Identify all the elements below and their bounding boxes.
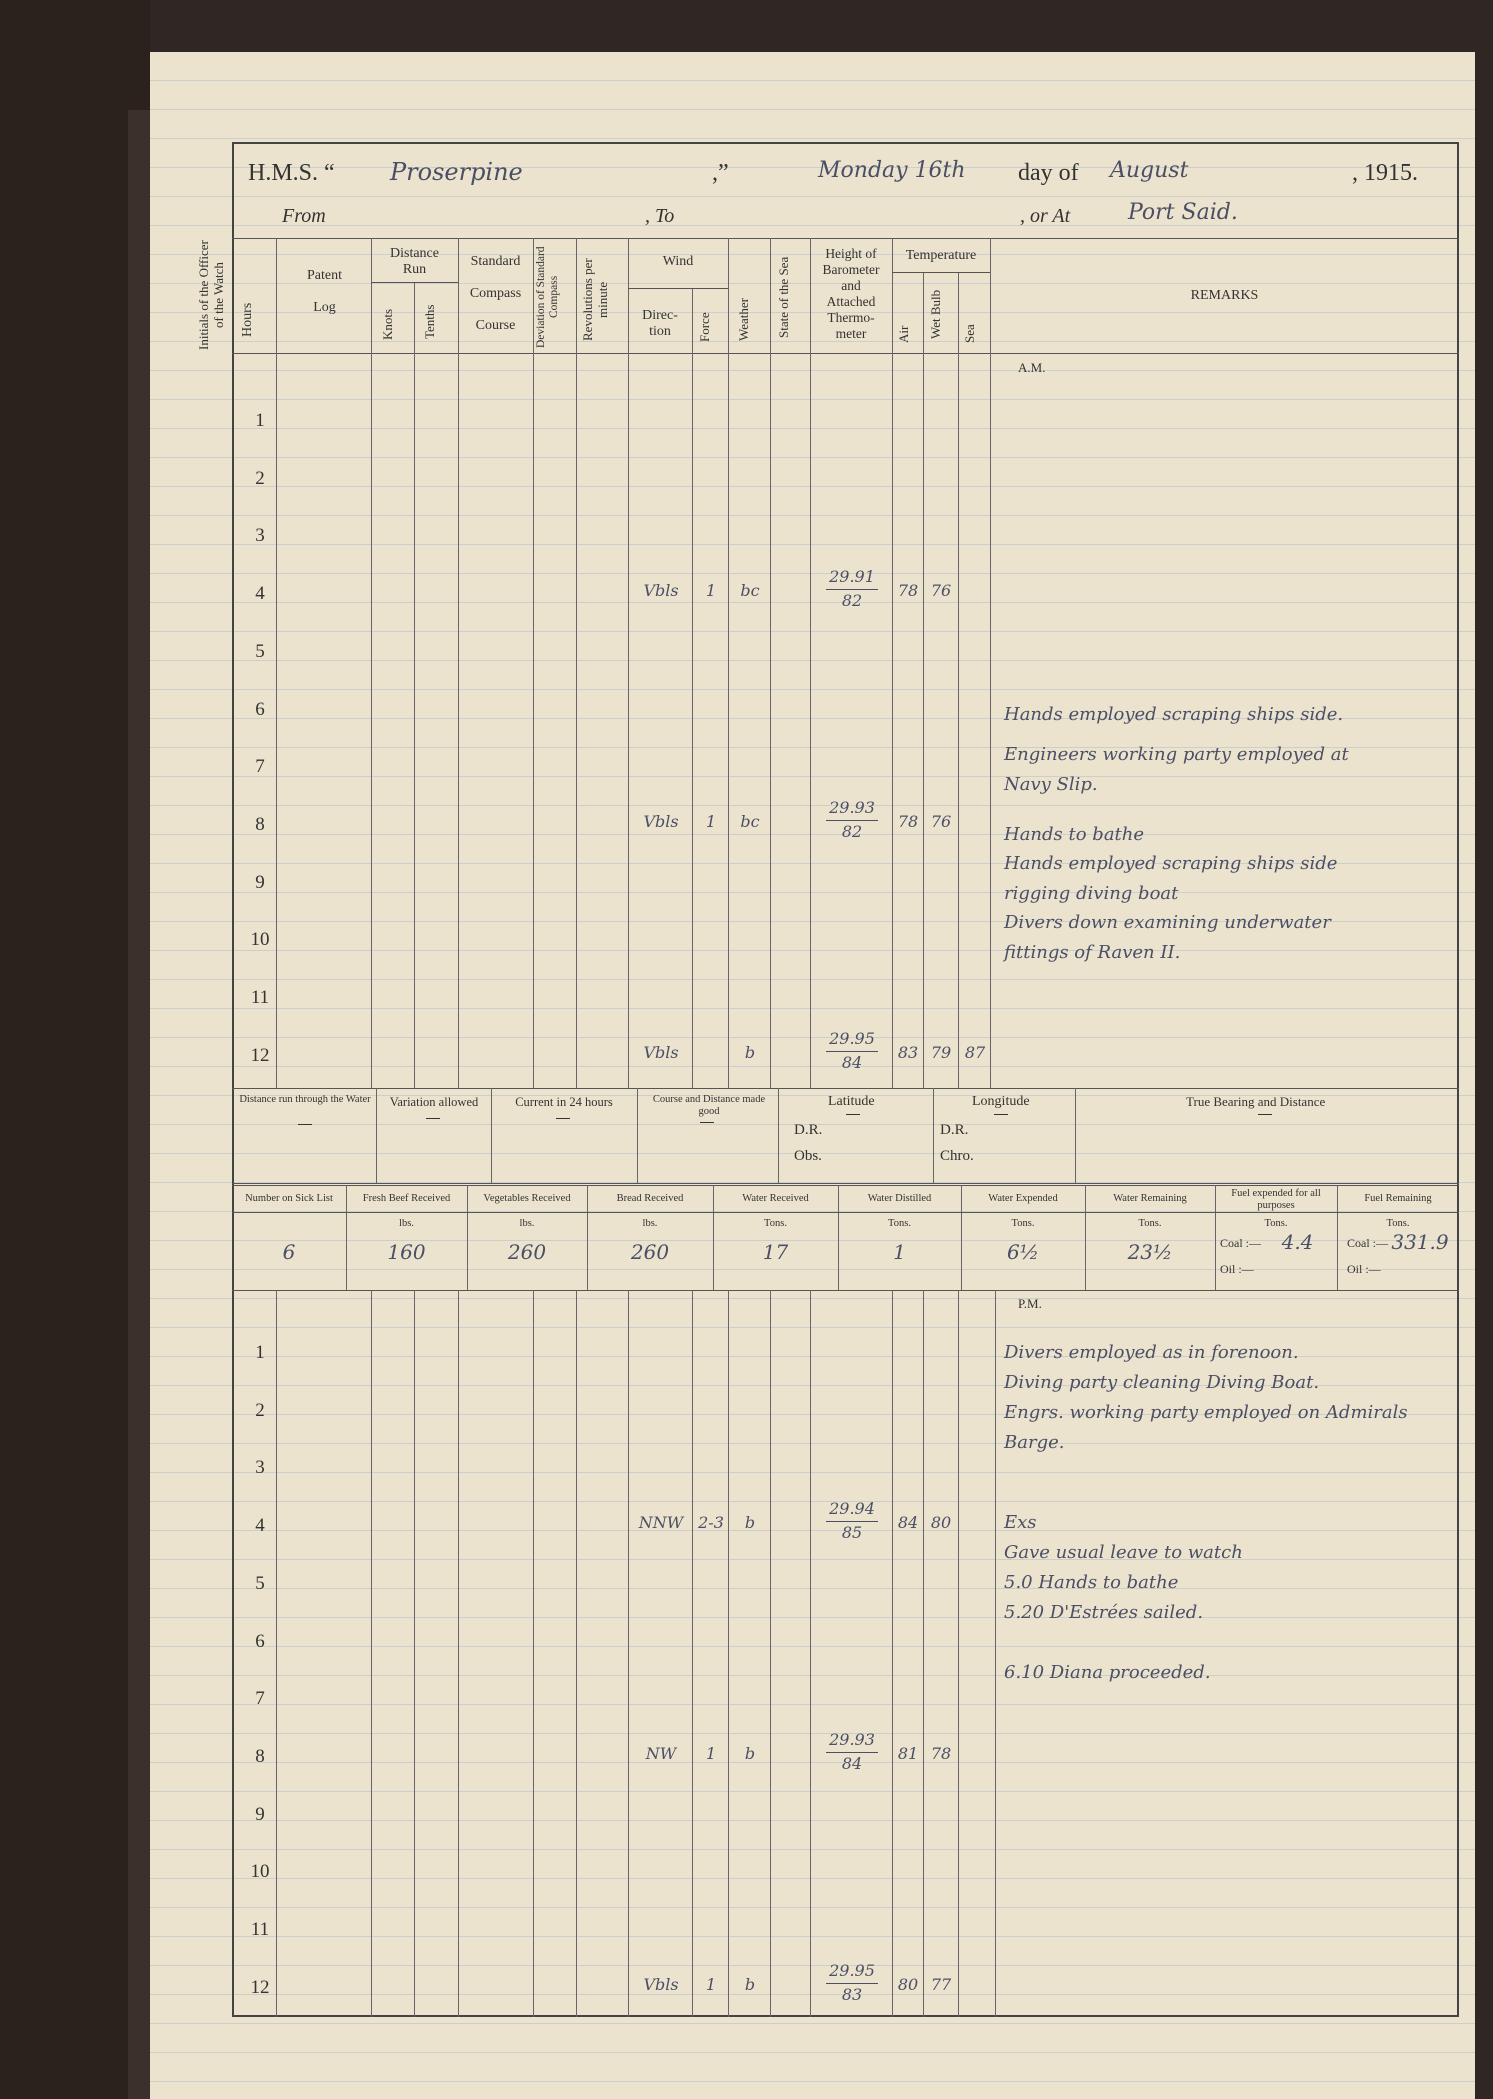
tion-label: tion <box>649 324 671 339</box>
supply-header: Vegetables Received <box>483 1193 571 1204</box>
barometer-line6: meter <box>835 326 867 341</box>
weather-code: b <box>744 1513 756 1532</box>
supply-header: Fuel Remaining <box>1364 1193 1432 1204</box>
wind-direction: NNW <box>638 1513 684 1532</box>
temp-air: 81 <box>897 1744 919 1763</box>
pm-hour-number: 1 <box>255 1342 265 1363</box>
wind-force: 1 <box>705 1744 717 1763</box>
dash <box>994 1114 1008 1115</box>
col-line <box>692 288 693 1088</box>
state-of-sea-header: State of the Sea <box>776 256 791 338</box>
am-label: A.M. <box>1018 360 1046 375</box>
barometer-reading: 29.91 <box>829 567 875 586</box>
barometer-line3: and <box>841 278 861 293</box>
col-line <box>576 238 577 1088</box>
supply-col-line <box>346 1185 347 1290</box>
pm-hour-number: 9 <box>255 1804 265 1825</box>
col-line <box>892 1290 893 2017</box>
pm-hour-number: 10 <box>250 1861 270 1882</box>
to-label: , To <box>645 205 675 227</box>
col-line <box>692 1290 693 2017</box>
weather-code: b <box>744 1043 756 1062</box>
wind-direction: Vbls <box>643 1043 679 1062</box>
remark-line: Divers employed as in forenoon. <box>1004 1342 1299 1363</box>
am-hour-number: 4 <box>255 583 265 604</box>
midsection-bottom-rule <box>232 1183 1459 1184</box>
temperature-rule <box>892 272 990 273</box>
remark-line: Barge. <box>1004 1432 1065 1453</box>
supplies-bottom-rule <box>232 1290 1459 1291</box>
temp-wet-bulb: 77 <box>930 1975 952 1994</box>
oil-label-expended: Oil :— <box>1220 1262 1254 1276</box>
col-line <box>371 238 372 1088</box>
attached-thermometer: 85 <box>841 1523 863 1542</box>
day-of-label: day of <box>1018 160 1079 186</box>
ship-name: Proserpine <box>390 158 523 186</box>
direction-header <box>628 308 692 340</box>
remarks-header: REMARKS <box>1190 288 1259 303</box>
col-line <box>990 238 991 1088</box>
compass-label: Compass <box>469 286 522 301</box>
barometer-reading: 29.93 <box>829 1730 875 1749</box>
barometer-line2: Barometer <box>822 262 880 277</box>
location: Port Said. <box>1128 200 1238 225</box>
barometer-line4: Attached <box>826 294 876 309</box>
supply-header-rule <box>232 1212 1459 1213</box>
supply-value: 6½ <box>1006 1240 1040 1264</box>
am-hour-number: 2 <box>255 468 265 489</box>
remark-line: Gave usual leave to watch <box>1004 1542 1243 1563</box>
weather-code: bc <box>740 581 760 600</box>
wind-force: 2-3 <box>698 1513 724 1532</box>
direc-label: Direc- <box>642 308 678 323</box>
air-header: Air <box>896 325 911 343</box>
supply-value: 1 <box>893 1240 906 1264</box>
coal-label-expended: Coal :— <box>1220 1236 1261 1250</box>
dash <box>298 1124 312 1125</box>
tenths-header: Tenths <box>422 304 437 340</box>
longitude-label: Longitude <box>972 1094 1030 1109</box>
chro-label: Chro. <box>940 1148 974 1164</box>
current-label: Current in 24 hours <box>515 1095 613 1109</box>
barometer-fraction-line <box>826 1521 878 1522</box>
distance-run-rule <box>371 282 458 283</box>
dash <box>1258 1114 1272 1115</box>
supply-unit: Tons. <box>1386 1218 1410 1229</box>
variation-label: Variation allowed <box>389 1095 479 1109</box>
am-hour-number: 7 <box>255 756 265 777</box>
columns-divider <box>232 353 1459 354</box>
supply-unit: Tons. <box>1011 1218 1035 1229</box>
dash <box>426 1118 440 1119</box>
supply-col-line <box>838 1185 839 1290</box>
temp-wet-bulb: 76 <box>930 581 952 600</box>
temp-wet-bulb: 78 <box>930 1744 952 1763</box>
remark-line: Hands employed scraping ships side <box>1004 853 1338 874</box>
supply-unit: lbs. <box>399 1218 414 1229</box>
am-hour-number: 10 <box>250 929 270 950</box>
patent-log-header <box>278 268 371 316</box>
remark-line: Diving party cleaning Diving Boat. <box>1004 1372 1320 1393</box>
knots-header: Knots <box>380 308 395 340</box>
attached-thermometer: 83 <box>841 1985 863 2004</box>
coal-label-remaining: Coal :— <box>1347 1236 1388 1250</box>
col-line <box>628 238 629 1088</box>
wind-header: Wind <box>662 254 694 269</box>
barometer-header <box>810 246 892 342</box>
col-line <box>958 272 959 1088</box>
pm-hour-number: 4 <box>255 1515 265 1536</box>
supply-col-line <box>587 1185 588 1290</box>
col-line <box>770 1290 771 2017</box>
supply-header: Water Received <box>742 1193 809 1204</box>
midsection-top-rule <box>232 1088 1459 1089</box>
pm-hour-number: 2 <box>255 1400 265 1421</box>
dr-label: D.R. <box>794 1122 823 1138</box>
obs-label: Obs. <box>794 1148 822 1164</box>
dash <box>846 1114 860 1115</box>
col-line <box>414 282 415 1088</box>
supply-unit: lbs. <box>642 1218 658 1229</box>
mid-line <box>933 1088 934 1183</box>
barometer-reading: 29.93 <box>829 798 875 817</box>
remark-line: 5.0 Hands to bathe <box>1004 1572 1179 1593</box>
am-hour-number: 1 <box>255 410 265 431</box>
wind-force: 1 <box>705 812 717 831</box>
mid-line <box>637 1088 638 1183</box>
temp-wet-bulb: 80 <box>930 1513 952 1532</box>
col-line <box>276 238 277 1088</box>
supply-col-line <box>961 1185 962 1290</box>
supply-col-line <box>713 1185 714 1290</box>
barometer-fraction-line <box>826 589 878 590</box>
or-at-label: , or At <box>1020 205 1071 227</box>
std-compass-header <box>458 254 533 334</box>
col-line <box>923 1290 924 2017</box>
pm-hour-number: 3 <box>255 1457 265 1478</box>
remark-line: rigging diving boat <box>1004 883 1179 904</box>
pm-hour-number: 7 <box>255 1688 265 1709</box>
wind-force: 1 <box>705 1975 717 1994</box>
barometer-line5: Thermo- <box>827 310 875 325</box>
supply-header: Water Remaining <box>1113 1193 1187 1204</box>
col-line <box>958 1290 959 2017</box>
col-line <box>458 238 459 1088</box>
pm-label: P.M. <box>1018 1296 1042 1311</box>
dash <box>700 1122 714 1123</box>
dist-through-water-label: Distance run through the Water <box>239 1094 371 1105</box>
barometer-fraction-line <box>826 1051 878 1052</box>
supply-header: Water Expended <box>988 1193 1058 1204</box>
distance-run-header <box>371 246 458 278</box>
oil-label-remaining: Oil :— <box>1347 1262 1381 1276</box>
col-line <box>533 238 534 1088</box>
pm-hour-number: 5 <box>255 1573 265 1594</box>
temp-air: 78 <box>897 581 919 600</box>
remark-line: fittings of Raven II. <box>1004 942 1181 963</box>
supply-value: 6 <box>282 1240 296 1264</box>
supply-col-line <box>467 1185 468 1290</box>
supply-header: Bread Received <box>616 1193 684 1204</box>
barometer-fraction-line <box>826 1983 878 1984</box>
distance-label: Distance <box>390 246 439 261</box>
dash <box>556 1118 570 1119</box>
mid-line <box>376 1088 377 1183</box>
am-hour-number: 12 <box>250 1045 270 1066</box>
temp-air: 78 <box>897 812 919 831</box>
col-line <box>728 1290 729 2017</box>
supplies-top-rule <box>232 1185 1459 1186</box>
am-hour-number: 3 <box>255 525 265 546</box>
course-label: Course <box>475 318 516 333</box>
wet-bulb-header: Wet Bulb <box>928 289 943 339</box>
standard-label: Standard <box>470 254 521 269</box>
pm-hour-number: 6 <box>255 1631 265 1652</box>
temp-wet-bulb: 76 <box>930 812 952 831</box>
supply-value: 260 <box>507 1240 547 1264</box>
supply-header: Fresh Beef Received <box>362 1193 451 1204</box>
barometer-reading: 29.95 <box>829 1029 875 1048</box>
col-line <box>533 1290 534 2017</box>
col-line <box>728 238 729 1088</box>
col-line <box>923 272 924 1088</box>
col-line <box>995 1290 996 2017</box>
attached-thermometer: 84 <box>841 1754 863 1773</box>
am-hour-number: 6 <box>255 699 265 720</box>
year: , 1915. <box>1352 160 1418 186</box>
temp-air: 83 <box>897 1043 919 1062</box>
am-hour-number: 5 <box>255 641 265 662</box>
supply-unit: lbs. <box>519 1218 535 1229</box>
remark-line: 5.20 D'Estrées sailed. <box>1004 1602 1204 1623</box>
am-hour-number: 8 <box>255 814 265 835</box>
officer-initials-label: Initials of the Officer of the Watch <box>196 240 226 350</box>
remark-line: Engrs. working party employed on Admirals <box>1004 1402 1408 1423</box>
mid-line <box>491 1088 492 1183</box>
wind-direction: Vbls <box>643 581 679 600</box>
temp-wet-bulb: 79 <box>930 1043 952 1062</box>
col-line <box>628 1290 629 2017</box>
col-line <box>371 1290 372 2017</box>
supply-value: 160 <box>387 1240 426 1264</box>
barometer-fraction-line <box>826 1752 878 1753</box>
remark-line: Divers down examining underwater <box>1004 912 1331 933</box>
dr2-label: D.R. <box>940 1122 969 1138</box>
supply-value: 4.4 <box>1281 1230 1314 1254</box>
col-line <box>810 238 811 1088</box>
month: August <box>1110 158 1189 183</box>
remark-line: Hands employed scraping ships side. <box>1004 704 1344 725</box>
remark-line: Exs <box>1004 1512 1037 1533</box>
revolutions-header: Revolutions per minute <box>580 258 610 342</box>
true-bearing-label: True Bearing and Distance <box>1186 1094 1326 1109</box>
attached-thermometer: 82 <box>841 591 863 610</box>
col-line <box>810 1290 811 2017</box>
supply-unit: Tons. <box>888 1218 911 1229</box>
weather-code: bc <box>740 812 760 831</box>
mid-line <box>778 1088 779 1183</box>
course-made-label: Course and Distance made good <box>652 1094 766 1117</box>
supply-unit: Tons. <box>764 1218 787 1229</box>
remark-line: Engineers working party employed at <box>1004 744 1349 765</box>
date-day: Monday 16th <box>818 158 966 183</box>
supply-unit: Tons. <box>1264 1218 1288 1229</box>
quote-close: ,” <box>712 160 729 186</box>
supply-header: Fuel expended for all purposes <box>1231 1188 1321 1211</box>
supply-value: 17 <box>762 1240 789 1264</box>
attached-thermometer: 82 <box>841 822 863 841</box>
wind-rule <box>628 288 728 289</box>
supply-value: 23½ <box>1127 1240 1173 1264</box>
patent-label: Patent <box>307 268 342 283</box>
supply-unit: Tons. <box>1138 1218 1162 1229</box>
temp-sea: 87 <box>964 1043 986 1062</box>
supply-value: 331.9 <box>1391 1230 1449 1254</box>
barometer-fraction-line <box>826 820 878 821</box>
supply-col-line <box>1215 1185 1216 1290</box>
run-label: Run <box>402 262 427 277</box>
attached-thermometer: 84 <box>841 1053 863 1072</box>
hms-label: H.M.S. “ <box>248 160 335 186</box>
weather-header: Weather <box>736 298 751 342</box>
col-line <box>576 1290 577 2017</box>
supply-col-line <box>1085 1185 1086 1290</box>
barometer-reading: 29.95 <box>829 1961 875 1980</box>
am-hour-number: 9 <box>255 872 265 893</box>
col-line <box>770 238 771 1088</box>
barometer-reading: 29.94 <box>829 1499 875 1518</box>
log-label: Log <box>313 300 336 315</box>
hours-header: Hours <box>240 302 255 338</box>
sea-header: Sea <box>962 324 977 344</box>
temp-air: 80 <box>897 1975 919 1994</box>
wind-direction: Vbls <box>643 1975 679 1994</box>
barometer-line1: Height of <box>825 246 877 261</box>
from-label: From <box>282 205 326 227</box>
header-divider <box>232 238 1459 239</box>
pm-hour-number: 11 <box>250 1919 270 1940</box>
weather-code: b <box>744 1975 756 1994</box>
wind-direction: NW <box>645 1744 677 1763</box>
pm-hour-number: 8 <box>255 1746 265 1767</box>
force-header: Force <box>697 312 712 342</box>
supply-header: Number on Sick List <box>245 1193 333 1204</box>
supply-header: Water Distilled <box>867 1193 932 1204</box>
mid-line <box>1075 1088 1076 1183</box>
pm-hour-number: 12 <box>250 1977 270 1998</box>
supply-value: 260 <box>630 1240 670 1264</box>
wind-direction: Vbls <box>643 812 679 831</box>
remark-line: Hands to bathe <box>1004 824 1145 845</box>
col-line <box>892 238 893 1088</box>
remark-line: 6.10 Diana proceeded. <box>1004 1662 1211 1683</box>
wind-force: 1 <box>705 581 717 600</box>
temperature-header: Temperature <box>905 248 977 263</box>
remark-line: Navy Slip. <box>1004 774 1098 795</box>
latitude-label: Latitude <box>828 1094 875 1109</box>
weather-code: b <box>744 1744 756 1763</box>
col-line <box>414 1290 415 2017</box>
supply-col-line <box>1337 1185 1338 1290</box>
am-hour-number: 11 <box>250 987 270 1008</box>
temp-air: 84 <box>897 1513 919 1532</box>
col-line <box>458 1290 459 2017</box>
deviation-header: Deviation of Standard Compass <box>535 246 560 348</box>
